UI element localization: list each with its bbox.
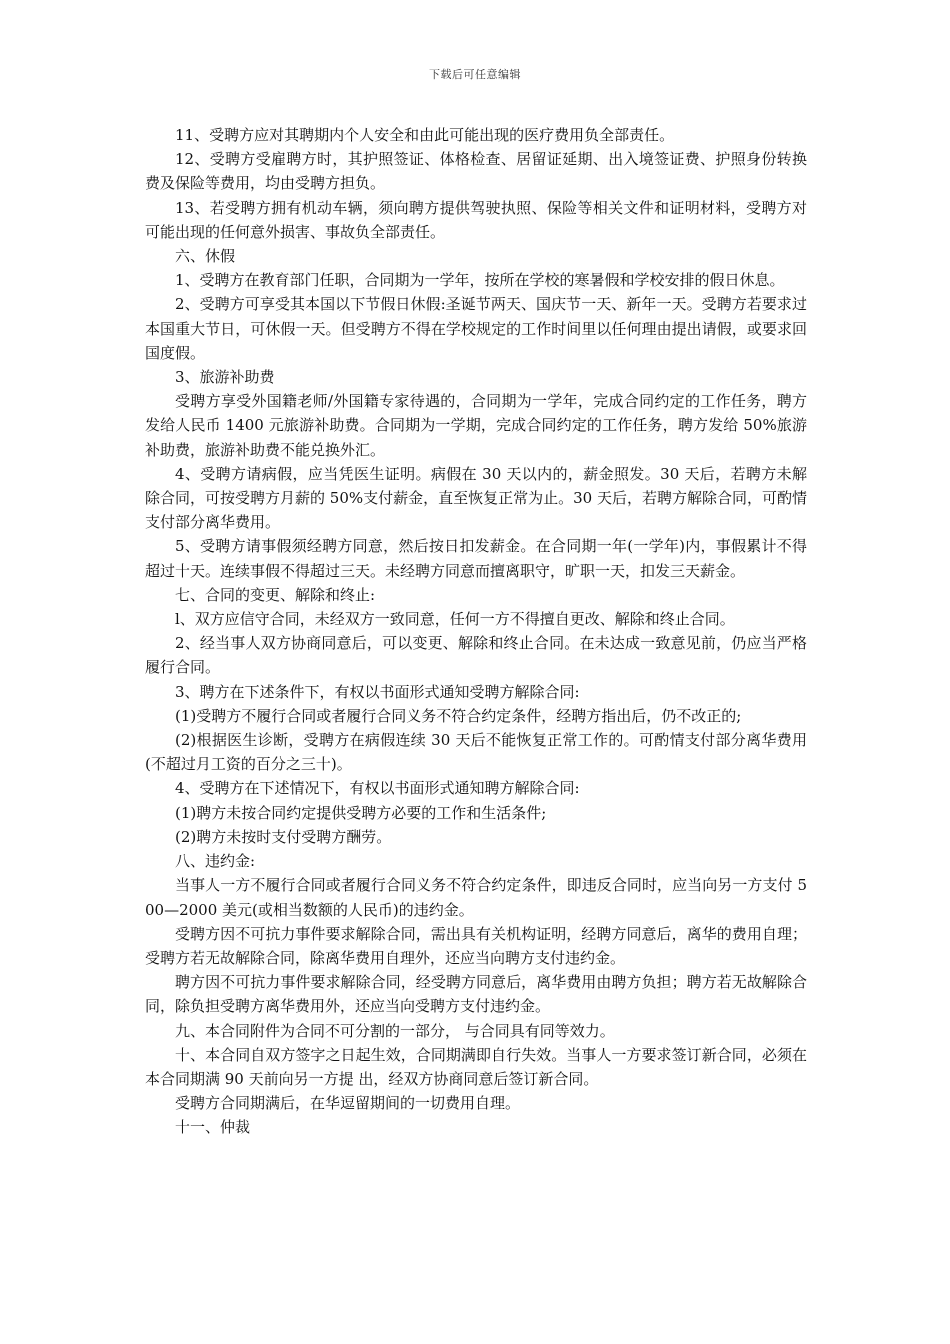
paragraph: l、双方应信守合同，未经双方一致同意，任何一方不得擅自更改、解除和终止合同。 [175, 610, 735, 629]
paragraph: 当事人一方不履行合同或者履行合同义务不符合约定条件，即违反合同时，应当向另一方支付 500—2000 美元(或相当数额的人民币)的违约金。 [145, 876, 807, 919]
paragraph: 聘方因不可抗力事件要求解除合同，经受聘方同意后，离华费用由聘方负担；聘方若无故解除合同，除负担受聘方离华费用外，还应当向受聘方支付违约金。 [145, 973, 807, 1016]
paragraph: 13、若受聘方拥有机动车辆，须向聘方提供驾驶执照、保险等相关文件和证明材料，受聘方对可能出现的任何意外损害、事故负全部责任。 [145, 198, 807, 241]
paragraph: 受聘方因不可抗力事件要求解除合同，需出具有关机构证明，经聘方同意后，离华的费用自理；受聘方若无故解除合同，除离华费用自理外，还应当向聘方支付违约金。 [145, 924, 807, 967]
section-heading: 十、本合同自双方签字之日起生效，合同期满即自行失效。当事人一方要求签订新合同，必须在本合同期满 90 天前向另一方提 出，经双方协商同意后签订新合同。 [145, 1045, 807, 1088]
section-heading: 六、休假 [175, 247, 236, 266]
section-heading: 九、本合同附件为合同不可分割的一部分， 与合同具有同等效力。 [175, 1021, 615, 1040]
subsection-heading: 3、旅游补助费 [175, 368, 275, 387]
section-heading: 七、合同的变更、解除和终止: [175, 585, 376, 604]
paragraph: 5、受聘方请事假须经聘方同意，然后按日扣发薪金。在合同期一年(一学年)内，事假累计不得超过十天。连续事假不得超过三天。未经聘方同意而擅离职守，旷职一天，扣发三天薪金。 [145, 537, 807, 580]
paragraph: 3、聘方在下述条件下，有权以书面形式通知受聘方解除合同: [175, 682, 580, 701]
list-item: (2)聘方未按时支付受聘方酬劳。 [175, 827, 392, 846]
paragraph: 1、受聘方在教育部门任职，合同期为一学年，按所在学校的寒暑假和学校安排的假日休息。 [175, 271, 785, 290]
document-body [145, 123, 807, 1140]
page-header: 下载后可任意编辑 [429, 68, 521, 81]
section-heading: 十一、仲裁 [175, 1118, 251, 1137]
section-heading: 八、违约金: [175, 852, 256, 871]
paragraph: 受聘方享受外国籍老师/外国籍专家待遇的，合同期为一学年，完成合同约定的工作任务，聘方发给人民币 1400 元旅游补助费。合同期为一学期，完成合同约定的工作任务，聘方发给 50%旅游补助费，旅游补助费不能兑换外汇。 [145, 392, 807, 459]
paragraph: 4、受聘方请病假，应当凭医生证明。病假在 30 天以内的，薪金照发。30 天后，若聘方未解除合同，可按受聘方月薪的 50%支付薪金，直至恢复正常为止。30 天后，若聘方解除合同，可酌情支付部分离华费用。 [145, 464, 807, 532]
list-item: (1)聘方未按合同约定提供受聘方必要的工作和生活条件; [175, 803, 547, 822]
paragraph: 4、受聘方在下述情况下，有权以书面形式通知聘方解除合同: [175, 779, 580, 798]
paragraph: 受聘方合同期满后，在华逗留期间的一切费用自理。 [175, 1094, 521, 1113]
paragraph: 2、受聘方可享受其本国以下节假日休假:圣诞节两天、国庆节一天、新年一天。受聘方若要求过本国重大节日，可休假一天。但受聘方不得在学校规定的工作时间里以任何理由提出请假，或要求回国度假。 [145, 295, 807, 362]
list-item: (2)根据医生诊断，受聘方在病假连续 30 天后不能恢复正常工作的。可酌情支付部分离华费用(不超过月工资的百分之三十)。 [145, 731, 807, 774]
paragraph: 12、受聘方受雇聘方时，其护照签证、体格检查、居留证延期、出入境签证费、护照身份转换费及保险等费用，均由受聘方担负。 [145, 150, 807, 193]
list-item: (1)受聘方不履行合同或者履行合同义务不符合约定条件，经聘方指出后，仍不改正的; [175, 706, 742, 725]
paragraph: 2、经当事人双方协商同意后，可以变更、解除和终止合同。在未达成一致意见前，仍应当严格履行合同。 [145, 634, 807, 677]
paragraph: 11、受聘方应对其聘期内个人安全和由此可能出现的医疗费用负全部责任。 [175, 126, 675, 144]
